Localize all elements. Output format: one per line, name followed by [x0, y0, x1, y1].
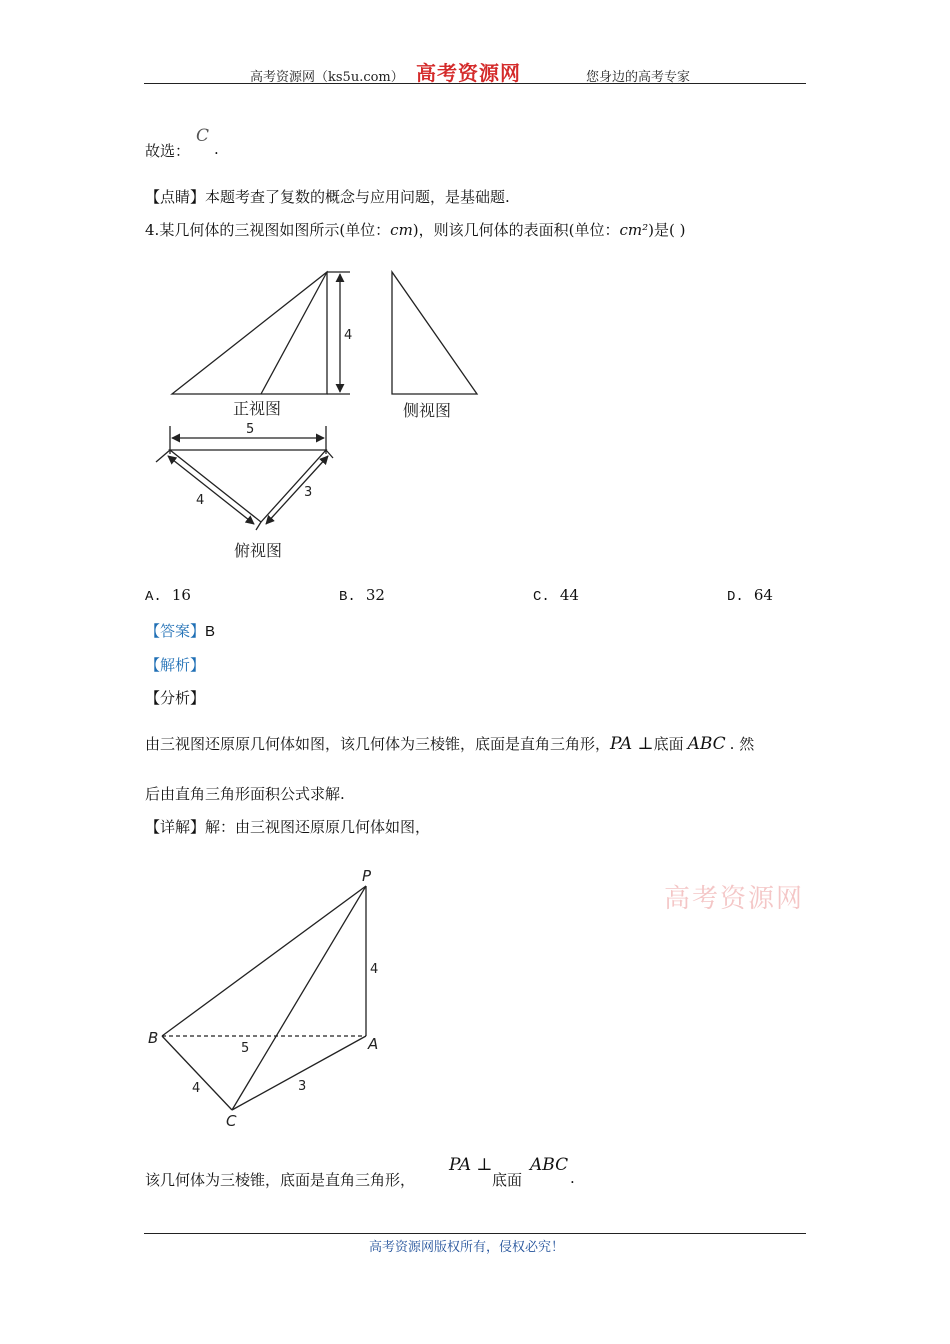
option-b[interactable]: [339, 586, 385, 605]
edge-bc: [162, 1036, 232, 1110]
prev-answer-period: .: [214, 140, 219, 158]
conclusion-text-b: 底面: [492, 1171, 523, 1189]
front-view-label: 正视图: [233, 399, 282, 418]
conclusion-text-a: 该几何体为三棱锥，底面是直角三角形，: [145, 1171, 416, 1189]
length-bc: 4: [192, 1081, 201, 1096]
vertex-c: C: [226, 1112, 237, 1130]
fenxi-line-2: 后由直角三角形面积公式求解.: [145, 785, 345, 803]
side-view: [392, 272, 477, 394]
question-unit-cm2: cm²: [619, 221, 649, 239]
length-pa: 4: [370, 962, 379, 977]
three-views-figure: [140, 260, 500, 570]
fenxi-math-abc: ABC: [687, 734, 726, 754]
dim-width-label: 5: [246, 422, 255, 437]
header-logo: 高考资源网: [416, 61, 521, 85]
header-slogan: 您身边的高考专家: [586, 70, 691, 85]
fenxi-text-b: 底面: [653, 735, 684, 753]
conclusion-end: .: [570, 1169, 575, 1187]
header-site-name: 高考资源网（ks5u.com）: [250, 70, 404, 85]
answer-value: B: [205, 623, 216, 640]
question-4: [145, 219, 685, 240]
length-ca: 3: [298, 1079, 307, 1094]
conclusion-math-pa: PA ⊥: [449, 1155, 493, 1175]
length-ba: 5: [241, 1041, 250, 1056]
question-mid: )，则该几何体的表面积(单位：: [412, 221, 620, 239]
question-text: 某几何体的三视图如图所示(单位：: [159, 221, 391, 239]
top-view-tick-bottom: [256, 522, 261, 530]
side-view-label: 侧视图: [403, 401, 452, 420]
top-view-label: 俯视图: [234, 541, 283, 560]
comment-line: 【点睛】本题考查了复数的概念与应用问题，是基础题.: [145, 188, 510, 206]
fenxi-text-a: 由三视图还原原几何体如图，该几何体为三棱锥，底面是直角三角形，: [145, 735, 611, 753]
answer-tag: 【答案】: [145, 622, 206, 640]
option-d[interactable]: [727, 586, 773, 605]
top-view: [156, 426, 333, 530]
prev-answer-prefix: 故选：: [145, 142, 191, 160]
vertex-a: A: [368, 1035, 379, 1053]
header-rule: [144, 83, 806, 84]
answer-line: [145, 620, 215, 641]
watermark-logo: 高考资源网: [664, 884, 805, 914]
question-unit-cm: cm: [390, 221, 413, 239]
prev-answer-letter: C: [196, 126, 210, 146]
option-c-value: 44: [559, 586, 579, 604]
fenxi-tag: 【分析】: [145, 689, 206, 707]
fenxi-line-1: [145, 733, 754, 754]
question-end: )是( ): [648, 221, 686, 239]
dim-left-label: 4: [196, 493, 205, 508]
front-view-inner-edge: [261, 272, 327, 394]
option-d-label: D.: [727, 589, 744, 605]
vertex-b: B: [148, 1029, 159, 1047]
analysis-tag: 【解析】: [145, 656, 206, 674]
edge-ca: [232, 1036, 366, 1110]
option-a[interactable]: [145, 586, 191, 605]
question-number: 4.: [145, 221, 160, 239]
left-dimension-line: [168, 456, 254, 524]
option-c[interactable]: [533, 586, 579, 605]
pyramid-figure: [140, 862, 400, 1134]
vertex-p: P: [362, 867, 372, 885]
front-view: [172, 272, 353, 394]
option-a-label: A.: [145, 589, 162, 605]
side-view-triangle: [392, 272, 477, 394]
right-dimension-line: [266, 456, 328, 524]
fenxi-text-c: . 然: [729, 735, 755, 753]
front-view-triangle: [172, 272, 327, 394]
option-d-value: 64: [753, 586, 773, 604]
conclusion-math-abc: ABC: [530, 1155, 569, 1175]
dim-right-label: 3: [304, 485, 313, 500]
top-view-triangle: [170, 450, 326, 522]
detail-line: 【详解】解：由三视图还原原几何体如图，: [145, 818, 431, 836]
option-b-value: 32: [365, 586, 385, 604]
dim-height-label: 4: [344, 328, 353, 343]
edge-pc: [232, 886, 366, 1110]
edge-pb: [162, 886, 366, 1036]
footer-rule: [144, 1233, 806, 1234]
option-a-value: 16: [171, 586, 191, 604]
top-view-tick-left: [156, 450, 170, 462]
footer-copyright: 高考资源网版权所有，侵权必究！: [369, 1240, 565, 1255]
option-c-label: C.: [533, 589, 550, 605]
option-b-label: B.: [339, 589, 356, 605]
fenxi-math-pa: PA ⊥: [610, 734, 654, 754]
